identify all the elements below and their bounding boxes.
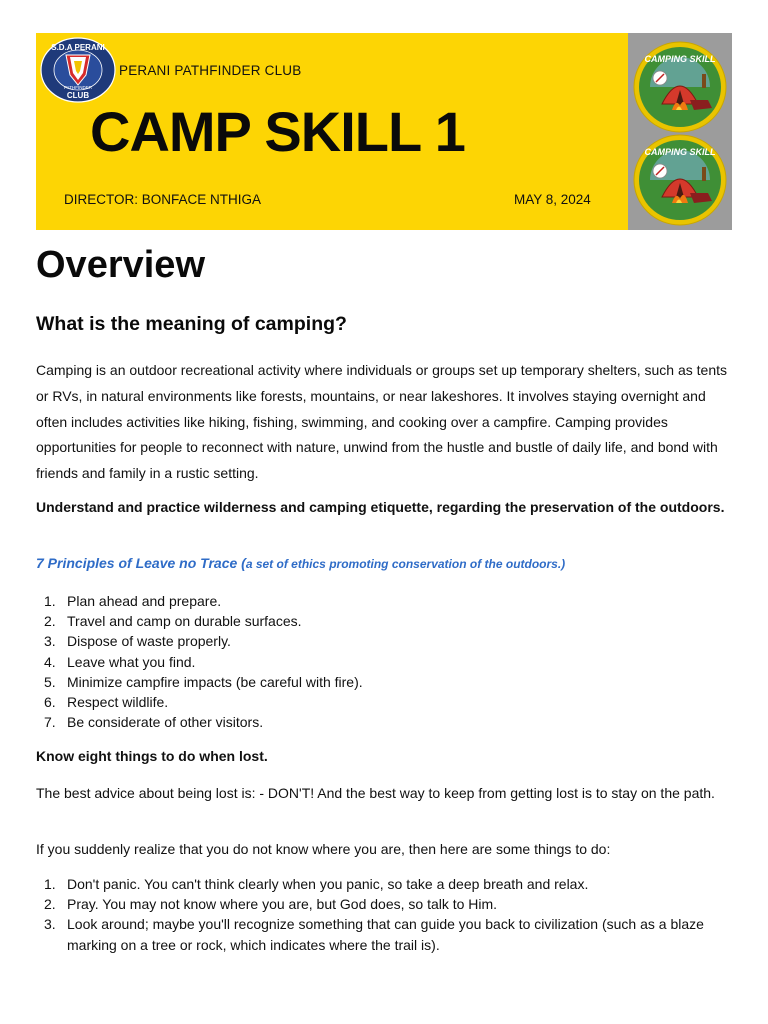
page-title: CAMP SKILL 1 — [90, 100, 465, 163]
lost-heading: Know eight things to do when lost. — [36, 748, 268, 764]
principles-title: 7 Principles of Leave no Trace ( — [36, 555, 246, 571]
list-text: Don't panic. You can't think clearly when you panic, so take a deep breath and relax. — [67, 876, 589, 892]
list-number: 6. — [44, 694, 56, 711]
list-text: Pray. You may not know where you are, but God does, so talk to Him. — [67, 896, 498, 913]
camping-definition: Camping is an outdoor recreational activity where individuals or groups set up temporary shelters, such as tents or RVs, in natural environments like forests, mountains, or near lakeshores. It involves staying overnight and often includes activities like hiking, fishing, swimming, and cooking over a campfire. Camping provides opportunities for people to reconnect with nature, unwind from the hustle and bustle of daily life, and bond with friends and family in a rustic setting. — [36, 362, 728, 482]
list-text: Respect wildlife. — [67, 694, 169, 711]
director-label: DIRECTOR: BONFACE NTHIGA — [64, 192, 262, 207]
club-name: PERANI PATHFINDER CLUB — [119, 63, 302, 78]
principles-subtitle: a set of ethics promoting conservation of the outdoors.) — [245, 557, 566, 571]
principles-list — [36, 591, 636, 732]
list-item — [36, 591, 636, 611]
list-number: 1. — [44, 876, 56, 892]
badge-text: CAMPING SKILL — [644, 147, 716, 157]
list-item — [36, 631, 636, 651]
logo-top-text: S.D.A PERANI — [51, 43, 105, 52]
list-text: Plan ahead and prepare. — [67, 593, 222, 609]
list-item — [36, 914, 726, 954]
list-number: 7. — [44, 714, 56, 731]
list-number: 5. — [44, 673, 56, 690]
list-text: Minimize campfire impacts (be careful with fire). — [67, 673, 363, 690]
list-text: Look around; maybe you'll recognize something that can guide you back to civilization (such as a blaze marking on a tree or rock, which indicates where the trail is). — [67, 916, 704, 953]
etiquette-heading: Understand and practice wilderness and camping etiquette, regarding the preservation of the outdoors. — [36, 499, 725, 515]
list-number: 4. — [44, 653, 56, 670]
badge-text: CAMPING SKILL — [644, 54, 716, 64]
lost-steps-list — [36, 874, 726, 955]
list-item — [36, 652, 636, 672]
lost-intro: If you suddenly realize that you do not know where you are, then here are some things to do: — [36, 841, 611, 857]
logo-bottom-text: CLUB — [66, 91, 90, 100]
list-number: 3. — [44, 633, 56, 650]
list-text: Leave what you find. — [67, 653, 196, 670]
camping-badge-icon — [632, 40, 728, 134]
list-item — [36, 874, 726, 894]
list-number: 2. — [44, 896, 56, 913]
list-item — [36, 712, 636, 732]
list-number: 1. — [44, 593, 56, 609]
list-number: 2. — [44, 613, 56, 630]
list-item — [36, 692, 636, 712]
logo-small-text: PATHFINDER — [63, 85, 93, 90]
list-item — [36, 611, 636, 631]
club-logo-icon — [40, 37, 116, 103]
list-text: Travel and camp on durable surfaces. — [67, 613, 302, 630]
section-heading: Overview — [36, 244, 205, 286]
list-text: Be considerate of other visitors. — [67, 714, 264, 731]
lost-advice: The best advice about being lost is: - DON'T! And the best way to keep from getting lost is to stay on the path. — [36, 785, 715, 801]
section-subheading: What is the meaning of camping? — [36, 313, 347, 335]
list-number: 3. — [44, 916, 56, 933]
list-text: Dispose of waste properly. — [67, 633, 231, 650]
list-item — [36, 672, 636, 692]
list-item — [36, 894, 726, 914]
principles-heading — [36, 555, 736, 571]
camping-badge-icon — [632, 133, 728, 227]
document-date: MAY 8, 2024 — [514, 192, 591, 207]
